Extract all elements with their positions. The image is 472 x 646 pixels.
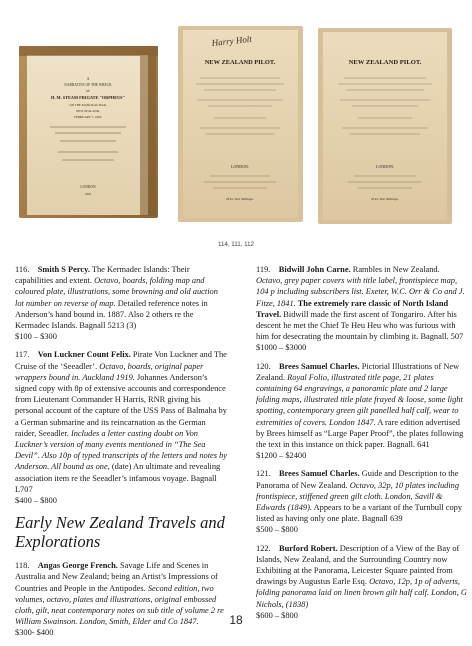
book2-inscription: Harry Holt bbox=[211, 33, 253, 48]
lot-notes-end: (date) An ultimate and revealing association item re the Seeadler’s infamous voyage. Bagnall L707 bbox=[15, 462, 221, 494]
lot-estimate: $100 – $300 bbox=[15, 332, 57, 342]
lot-photograph bbox=[0, 0, 472, 237]
lot-title: Pictorial Illustrations of New Zealand. bbox=[256, 361, 460, 382]
lot-number: 116. bbox=[15, 265, 30, 274]
lot-physical-description: Octavo, 12p, 1p of adverts, folding panorama laid on linen brown gilt half calf. London, G Nichols, (1838) bbox=[256, 577, 467, 609]
lot-estimate: $600 – $800 bbox=[256, 610, 298, 620]
lot-description bbox=[256, 264, 468, 342]
lot-physical-description: Octavo, boards, original paper wrappers bound in. Auckland 1919. bbox=[15, 361, 204, 382]
lot-estimate: $500 – $800 bbox=[256, 525, 298, 535]
book1-line-1: A bbox=[86, 77, 90, 81]
lot-title: Savage Life and Scenes in Australia and New Zealand; being an Artist’s Impressions of Countries and People in the Antipodes. bbox=[15, 561, 218, 593]
lot-120 bbox=[256, 361, 468, 462]
lot-title: The Kermadec Islands: Their capabilities and extent. bbox=[15, 265, 190, 286]
lot-119 bbox=[256, 264, 468, 354]
lot-description bbox=[15, 264, 227, 331]
book2-publisher: LONDON: bbox=[231, 164, 249, 169]
books-photo bbox=[0, 0, 472, 237]
lot-physical-description: Royal Folio, illustrated title page, 21 plates containing 64 engravings, a panoramic plate and 2 large folding maps, illustrated title plate frayed & loose, some light spotting, contemporary green gilt panelled half calf, wear to extremities of covers. London 1847. bbox=[256, 372, 463, 427]
lot-number: 122. bbox=[256, 543, 271, 553]
lot-number: 118. bbox=[15, 561, 30, 571]
lot-highlight: The extremely rare classic of North Island Travel. bbox=[256, 298, 449, 319]
lot-title: Guide and Description to the Panorama of New Zealand. bbox=[256, 469, 459, 490]
lot-number: 119. bbox=[256, 265, 271, 274]
book1-line-2: NARRATIVE OF THE WRECK bbox=[64, 83, 112, 87]
lot-author: Angas George French. bbox=[37, 561, 118, 571]
lot-notes-italic: Includes a letter casting doubt on Von Luckner’s version of many events mentioned in “The Sea Devil”. Also 10p of typed transcripts of the letters and notes by Anderson. All bound as one, bbox=[15, 428, 227, 472]
lot-title: Rambles in New Zealand. bbox=[350, 265, 440, 274]
lot-notes: Bidwill made the first ascent of Tongariro. After his descent he met the Chief Te Heu Heu who was furious with him for desecrating the mountain by climbing it. Bagnall. 507 bbox=[256, 309, 464, 342]
book1-line-9: 1863 bbox=[84, 192, 92, 196]
book2-price: Price Two Shillings. bbox=[226, 197, 254, 201]
lot-117 bbox=[15, 349, 227, 506]
left-column bbox=[15, 264, 227, 646]
lot-author: Brees Samuel Charles. bbox=[279, 469, 360, 479]
book1-line-8: LONDON bbox=[80, 185, 96, 189]
book-orpheus-narrative bbox=[19, 46, 158, 218]
lot-physical-description: Octavo, 32p, 10 plates including frontispiece, stiffened green gilt cloth. London, Savill & Edwards (1849). bbox=[256, 480, 460, 513]
lot-notes: Detailed reference notes in Anderson’s hand bound in. 1887. Also 2 others re the Kermadec Islands. Bagnall 5213 (3) bbox=[15, 298, 208, 331]
lot-estimate: $1000 – $3000 bbox=[256, 343, 307, 353]
book1-line-4: H. M. STEAM FRIGATE "ORPHEUS" bbox=[51, 95, 125, 100]
lot-physical-description: Second edition, two volumes, octavo, plates and illustrations, original embossed cloth, gilt, neat contemporary notes on sub title of volume 2 re William Swainson. London, Smith, Elder and Co 1847. bbox=[15, 583, 224, 627]
lot-physical-description: Octavo, boards, folding map and coloured plate, illustrations, some browning and old auction lot number on reverse of map. bbox=[15, 276, 218, 308]
lot-122 bbox=[256, 543, 468, 621]
book1-line-6: NEW ZEALAND, bbox=[76, 109, 100, 113]
lot-number: 117. bbox=[15, 350, 30, 360]
lot-121 bbox=[256, 468, 468, 535]
lot-estimate: $1200 – $2400 bbox=[256, 451, 307, 461]
book2-title: NEW ZEALAND PILOT. bbox=[204, 59, 276, 66]
lot-author: Burford Robert. bbox=[279, 543, 338, 553]
lot-116 bbox=[15, 264, 227, 342]
section-heading: Early New Zealand Travels and Explorations bbox=[15, 513, 225, 552]
lot-title: Pirate Von Luckner and The Cruise of the ‘Seeadler’. bbox=[15, 350, 227, 371]
lot-author: Von Luckner Count Felix. bbox=[37, 350, 131, 360]
page-number: 18 bbox=[229, 613, 243, 627]
lot-description bbox=[256, 468, 468, 524]
lot-physical-description: Octavo, grey paper covers with title label, frontispiece map, 104 p including subscribers list. Exeter, W.C. Orr & Co and J. Fitze, 1841. bbox=[256, 276, 465, 308]
lot-estimate: $400 – $800 bbox=[15, 496, 57, 506]
lot-description bbox=[256, 543, 468, 610]
photo-caption: 114, 111, 112 bbox=[217, 241, 254, 248]
lot-number: 121. bbox=[256, 469, 271, 479]
lot-author: Brees Samuel Charles. bbox=[279, 361, 360, 371]
book-new-zealand-pilot-1 bbox=[178, 26, 303, 222]
right-column bbox=[256, 264, 468, 628]
lot-description bbox=[256, 361, 468, 451]
lot-estimate: $300- $400 bbox=[15, 628, 54, 638]
lot-notes: Appears to be a variant of the Turnbull copy listed as having only one plate. Bagnall 639 bbox=[256, 503, 463, 524]
book-new-zealand-pilot-2 bbox=[318, 28, 452, 224]
lot-number: 120. bbox=[256, 361, 271, 371]
book1-line-7: FEBRUARY 7, 1863. bbox=[74, 115, 102, 119]
lot-description bbox=[15, 349, 227, 495]
book3-title: NEW ZEALAND PILOT. bbox=[348, 59, 422, 66]
book3-price: Price Two Shillings. bbox=[371, 197, 399, 201]
book1-line-3: OF bbox=[85, 89, 91, 93]
lot-notes: A rare edition advertised by Brees himself as “Large Paper Proof”, the plates following the text in this instance on thick paper. Bagnall. 641 bbox=[256, 417, 464, 450]
book1-line-5: ON THE MANUKAU BAR, bbox=[69, 103, 107, 107]
book3-publisher: LONDON: bbox=[376, 164, 394, 169]
lot-title: Description of a View of the Bay of Islands, New Zealand, and the Surrounding Country now Exhibiting at the Panorama, Leicester Square painted from drawings by Augustus Earle Esq. bbox=[256, 543, 460, 587]
lot-notes: Johannes Anderson’s signed copy with 8p of extensive accounts and correspondence from Lieutenant Commander H Harris, RNR giving his personal account of the capture of the USS Pass of Balmaha by a German submarine and its reincarnation as the German raider, Seeadler. bbox=[15, 372, 227, 438]
lot-author: Smith S Percy. bbox=[37, 265, 90, 274]
lot-author: Bidwill John Carne. bbox=[278, 265, 351, 274]
